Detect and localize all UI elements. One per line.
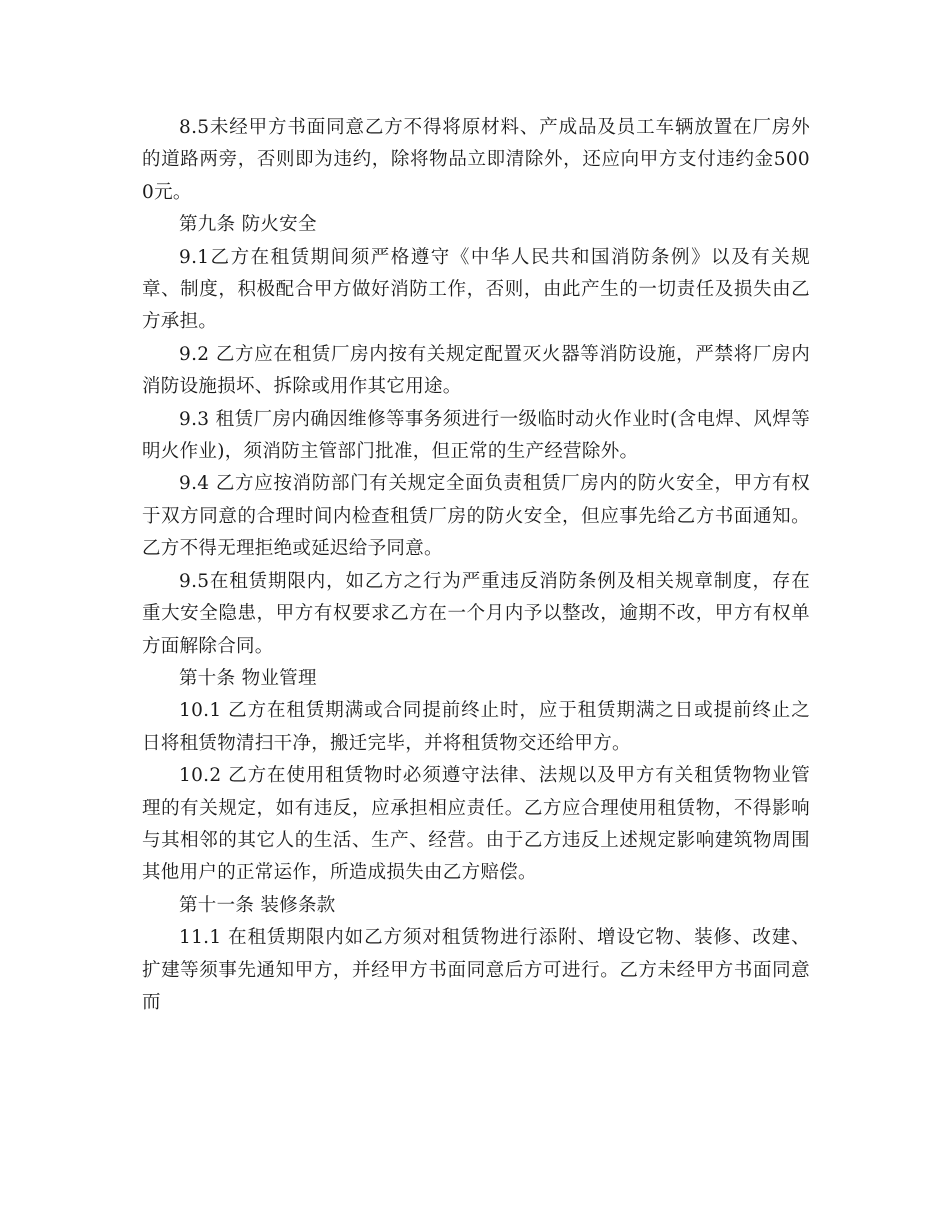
- article-10-heading: 第十条 物业管理: [179, 667, 317, 689]
- document-body: [142, 112, 810, 1019]
- clause-9-3: 9.3 租赁厂房内确因维修等事务须进行一级临时动火作业时(含电焊、风焊等明火作业)，须消防主管部门批准，但正常的生产经营除外。: [142, 408, 810, 463]
- clause-9-4: 9.4 乙方应按消防部门有关规定全面负责租赁厂房内的防火安全，甲方有权于双方同意的合理时间内检查租赁厂房的防火安全，但应事先给乙方书面通知。乙方不得无理拒绝或延迟给予同意。: [142, 473, 810, 560]
- article-9-heading: 第九条 防火安全: [179, 214, 317, 236]
- clause-9-1: 9.1乙方在租赁期间须严格遵守《中华人民共和国消防条例》以及有关规章、制度，积极配合甲方做好消防工作，否则，由此产生的一切责任及损失由乙方承担。: [142, 246, 810, 333]
- clause-10-2: 10.2 乙方在使用租赁物时必须遵守法律、法规以及甲方有关租赁物物业管理的有关规定，如有违反，应承担相应责任。乙方应合理使用租赁物，不得影响与其相邻的其它人的生活、生产、经营。由于乙方违反上述规定影响建筑物周围其他用户的正常运作，所造成损失由乙方赔偿。: [142, 765, 810, 884]
- clause-11-1: 11.1 在租赁期限内如乙方须对租赁物进行添附、增设它物、装修、改建、扩建等须事先通知甲方，并经甲方书面同意后方可进行。乙方未经甲方书面同意而: [142, 927, 810, 1013]
- clause-8-5: 8.5未经甲方书面同意乙方不得将原材料、产成品及员工车辆放置在厂房外的道路两旁，否则即为违约，除将物品立即清除外，还应向甲方支付违约金5000元。: [142, 117, 810, 203]
- article-11-heading: 第十一条 装修条款: [179, 894, 336, 916]
- clause-9-5: 9.5在租赁期限内，如乙方之行为严重违反消防条例及相关规章制度，存在重大安全隐患，甲方有权要求乙方在一个月内予以整改，逾期不改，甲方有权单方面解除合同。: [142, 570, 810, 657]
- clause-10-1: 10.1 乙方在租赁期满或合同提前终止时，应于租赁期满之日或提前终止之日将租赁物清扫干净，搬迁完毕，并将租赁物交还给甲方。: [142, 700, 810, 754]
- clause-9-2: 9.2 乙方应在租赁厂房内按有关规定配置灭火器等消防设施，严禁将厂房内消防设施损坏、拆除或用作其它用途。: [142, 343, 810, 398]
